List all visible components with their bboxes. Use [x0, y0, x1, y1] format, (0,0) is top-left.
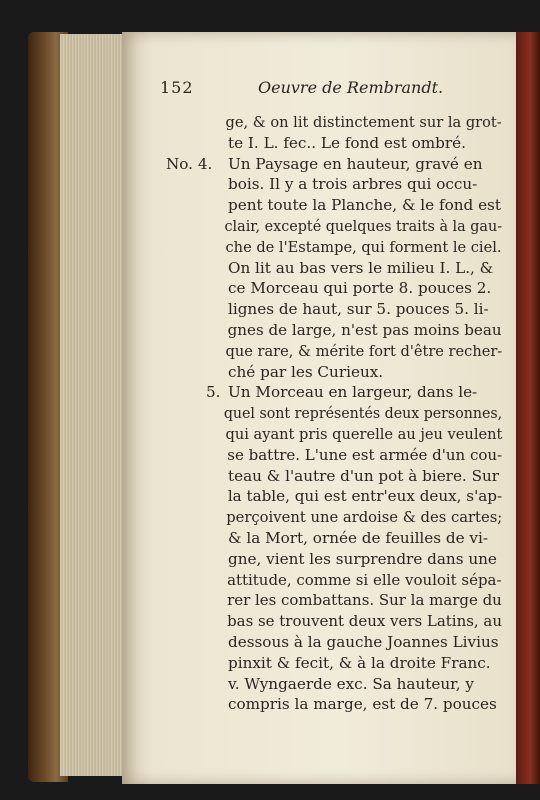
- text-line: che de l'Estampe, qui forment le ciel.: [225, 237, 502, 256]
- text-line: la table, qui est entr'eux deux, s'ap-: [227, 487, 503, 506]
- text-line: 5. Un Morceau en largeur, dans le-: [206, 383, 478, 402]
- text-line: gnes de large, n'est pas moins beau: [227, 320, 502, 339]
- text-line: perçoivent une ardoise & des cartes;: [226, 508, 503, 527]
- text-line: qui ayant pris querelle au jeu veulent: [225, 424, 503, 443]
- page-number: 152: [160, 78, 194, 97]
- text-line: que rare, & mérite fort d'être recher-: [225, 341, 503, 360]
- text-line: bas se trouvent deux vers Latins, au: [227, 612, 502, 631]
- text-line: quel sont représentés deux personnes,: [223, 404, 503, 423]
- text-line: attitude, comme si elle vouloit sépa-: [227, 570, 502, 589]
- text-line: & la Mort, ornée de feuilles de vi-: [228, 528, 489, 547]
- text-line: ché par les Curieux.: [228, 362, 384, 381]
- text-line: pent toute la Planche, & le fond est: [228, 196, 501, 215]
- facing-page-edge: [516, 32, 540, 784]
- entry-number: No. 4.: [166, 154, 213, 173]
- text-line: lignes de haut, sur 5. pouces 5. li-: [228, 300, 489, 319]
- text-line: pinxit & fecit, & à la droite Franc.: [228, 653, 491, 672]
- text-line: ce Morceau qui porte 8. pouces 2.: [228, 279, 492, 298]
- text-line: te I. L. fec.. Le fond est ombré.: [228, 133, 466, 152]
- text-line: ge, & on lit distinctement sur la grot-: [225, 113, 502, 131]
- entry-number: 5.: [206, 383, 221, 402]
- page-edges: [60, 34, 130, 776]
- page-header: [160, 78, 500, 100]
- text-line: compris la marge, est de 7. pouces: [228, 695, 497, 714]
- text-line: se battre. L'une est armée d'un cou-: [227, 445, 503, 464]
- text-line: teau & l'autre d'un pot à biere. Sur: [228, 466, 500, 485]
- text-line: clair, excepté quelques traits à la gau-: [224, 216, 503, 235]
- page-body: [166, 112, 502, 715]
- text-line: bois. Il y a trois arbres qui occu-: [228, 175, 478, 194]
- text-line: dessous à la gauche Joannes Livius: [228, 632, 499, 651]
- text-line: v. Wyngaerde exc. Sa hauteur, y: [228, 674, 474, 693]
- text-line: No. 4. Un Paysage en hauteur, gravé en: [166, 154, 483, 173]
- text-line: gne, vient les surprendre dans une: [228, 549, 497, 568]
- text-line: On lit au bas vers le milieu I. L., &: [228, 258, 494, 277]
- text-line: rer les combattans. Sur la marge du: [227, 591, 502, 610]
- running-title: Oeuvre de Rembrandt.: [258, 78, 444, 97]
